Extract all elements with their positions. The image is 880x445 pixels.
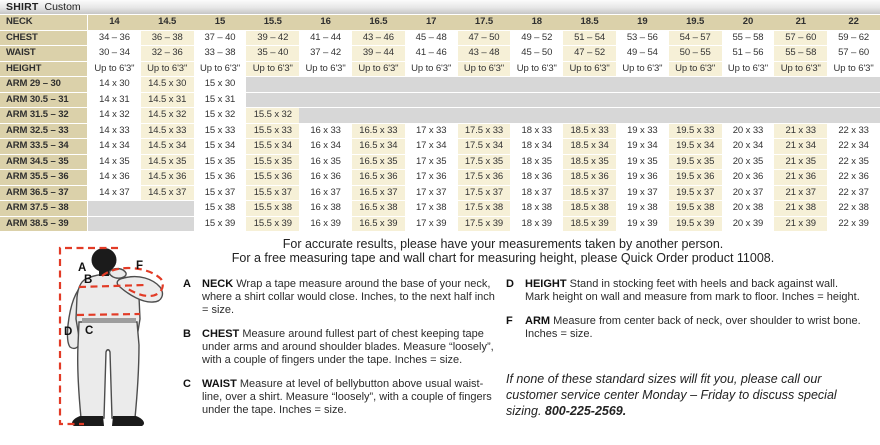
size-cell: [722, 77, 775, 93]
size-cell: 15.5 x 35: [246, 155, 299, 171]
figure-label-neck: A: [78, 262, 87, 274]
size-cell: [510, 93, 563, 109]
size-cell: Up to 6'3": [774, 62, 827, 78]
size-cell: 14 x 30: [88, 77, 141, 93]
size-cell: 18 x 38: [510, 201, 563, 217]
size-cell: 14.5 x 36: [141, 170, 194, 186]
size-cell: 50 – 55: [669, 46, 722, 62]
size-cell: 14.5 x 33: [141, 124, 194, 140]
belt-band: [82, 318, 136, 323]
row-label: WAIST: [0, 46, 88, 62]
size-cell: 17.5 x 34: [458, 139, 511, 155]
size-cell: 14.5 x 30: [141, 77, 194, 93]
neck-size-header: 17.5: [458, 15, 511, 31]
instruction-term: HEIGHT: [525, 278, 570, 290]
size-cell: 15 x 38: [194, 201, 247, 217]
size-cell: 18.5 x 39: [563, 217, 616, 233]
size-cell: 22 x 36: [827, 170, 880, 186]
size-cell: 18.5 x 33: [563, 124, 616, 140]
size-cell: 45 – 50: [510, 46, 563, 62]
size-cell: 15.5 x 39: [246, 217, 299, 233]
instruction-item: [506, 315, 862, 341]
size-cell: 17 x 36: [405, 170, 458, 186]
size-cell: 16.5 x 36: [352, 170, 405, 186]
row-label: NECK: [0, 15, 88, 31]
size-cell: [352, 77, 405, 93]
size-cell: [405, 93, 458, 109]
size-cell: [141, 217, 194, 233]
size-cell: 16.5 x 34: [352, 139, 405, 155]
size-cell: [458, 93, 511, 109]
size-cell: 17.5 x 35: [458, 155, 511, 171]
size-cell: 16 x 38: [299, 201, 352, 217]
size-cell: 20 x 36: [722, 170, 775, 186]
size-cell: Up to 6'3": [616, 62, 669, 78]
size-cell: 15.5 x 36: [246, 170, 299, 186]
instructions-right: [506, 278, 862, 352]
instruction-item: [183, 328, 498, 367]
size-cell: Up to 6'3": [405, 62, 458, 78]
table-title-bar: [0, 0, 880, 15]
size-cell: 16 x 36: [299, 170, 352, 186]
instruction-description: Measure from center back of neck, over shoulder to wrist bone. Inches = size.: [525, 315, 861, 340]
size-cell: 19 x 38: [616, 201, 669, 217]
size-cell: [774, 108, 827, 124]
size-cell: 14 x 35: [88, 155, 141, 171]
instruction-description: Measure at level of bellybutton above usual waist-line, over a shirt. Measure “loosely”, with a couple of fingers under the tape. Inches = size.: [202, 378, 492, 416]
size-cell: 19 x 39: [616, 217, 669, 233]
size-cell: 18.5 x 37: [563, 186, 616, 202]
special-sizing-note: [506, 371, 864, 419]
size-cell: [352, 93, 405, 109]
instruction-description: Wrap a tape measure around the base of your neck, where a shirt collar would close. Inches, to the next half inch = size.: [202, 278, 495, 316]
size-cell: 17.5 x 36: [458, 170, 511, 186]
size-cell: 19.5 x 33: [669, 124, 722, 140]
size-cell: [827, 93, 880, 109]
row-label: ARM 30.5 – 31: [0, 93, 88, 109]
size-cell: 15 x 35: [194, 155, 247, 171]
size-cell: 51 – 56: [722, 46, 775, 62]
size-cell: 36 – 38: [141, 31, 194, 47]
intro-line-2: For a free measuring tape and wall chart for measuring height, please Quick Order product 11008.: [231, 251, 775, 265]
figure-label-height: D: [64, 326, 73, 338]
size-cell: 16.5 x 38: [352, 201, 405, 217]
size-cell: 22 x 38: [827, 201, 880, 217]
size-cell: 19.5 x 37: [669, 186, 722, 202]
size-cell: 19 x 35: [616, 155, 669, 171]
size-cell: [510, 77, 563, 93]
person-silhouette: [67, 269, 162, 418]
row-label: ARM 35.5 – 36: [0, 170, 88, 186]
size-cell: 33 – 38: [194, 46, 247, 62]
size-cell: 19 x 34: [616, 139, 669, 155]
size-cell: 21 x 38: [774, 201, 827, 217]
size-cell: [774, 77, 827, 93]
size-cell: [405, 77, 458, 93]
size-cell: 14 x 31: [88, 93, 141, 109]
size-cell: 20 x 35: [722, 155, 775, 171]
size-cell: 22 x 35: [827, 155, 880, 171]
size-cell: [458, 108, 511, 124]
size-cell: 18 x 33: [510, 124, 563, 140]
size-cell: 17 x 39: [405, 217, 458, 233]
size-cell: 20 x 37: [722, 186, 775, 202]
size-cell: 19 x 37: [616, 186, 669, 202]
size-cell: 54 – 57: [669, 31, 722, 47]
size-cell: 22 x 37: [827, 186, 880, 202]
size-cell: Up to 6'3": [246, 62, 299, 78]
instruction-description: Stand in stocking feet with heels and back against wall. Mark height on wall and measure from mark to floor. Inches = height.: [525, 278, 860, 303]
size-cell: 14 x 36: [88, 170, 141, 186]
size-cell: 19 x 36: [616, 170, 669, 186]
row-label: ARM 33.5 – 34: [0, 139, 88, 155]
size-cell: 14.5 x 35: [141, 155, 194, 171]
size-cell: 15 x 33: [194, 124, 247, 140]
size-cell: Up to 6'3": [563, 62, 616, 78]
size-cell: 41 – 44: [299, 31, 352, 47]
neck-size-header: 21: [774, 15, 827, 31]
size-cell: 17.5 x 37: [458, 186, 511, 202]
size-cell: [827, 77, 880, 93]
size-cell: 21 x 34: [774, 139, 827, 155]
size-cell: [299, 93, 352, 109]
size-cell: 17 x 35: [405, 155, 458, 171]
size-cell: 19.5 x 38: [669, 201, 722, 217]
size-cell: 17 x 38: [405, 201, 458, 217]
neck-size-header: 15: [194, 15, 247, 31]
size-cell: 30 – 34: [88, 46, 141, 62]
size-cell: Up to 6'3": [722, 62, 775, 78]
size-cell: 14.5 x 31: [141, 93, 194, 109]
row-label: CHEST: [0, 31, 88, 47]
size-cell: 47 – 52: [563, 46, 616, 62]
size-cell: 14 x 34: [88, 139, 141, 155]
size-table: [0, 15, 880, 232]
size-cell: Up to 6'3": [458, 62, 511, 78]
size-cell: 17 x 34: [405, 139, 458, 155]
size-cell: 15.5 x 32: [246, 108, 299, 124]
size-cell: 17.5 x 38: [458, 201, 511, 217]
size-cell: 49 – 52: [510, 31, 563, 47]
size-cell: 55 – 58: [722, 31, 775, 47]
size-cell: 39 – 42: [246, 31, 299, 47]
size-cell: [88, 217, 141, 233]
size-cell: 20 x 33: [722, 124, 775, 140]
size-cell: 19 x 33: [616, 124, 669, 140]
size-cell: [299, 77, 352, 93]
size-cell: Up to 6'3": [194, 62, 247, 78]
size-cell: [299, 108, 352, 124]
size-cell: 37 – 40: [194, 31, 247, 47]
figure-label-chest: B: [84, 274, 93, 286]
neck-size-header: 14: [88, 15, 141, 31]
size-cell: 57 – 60: [827, 46, 880, 62]
size-cell: 45 – 48: [405, 31, 458, 47]
instruction-letter: B: [183, 328, 191, 340]
size-cell: [246, 93, 299, 109]
size-cell: 21 x 39: [774, 217, 827, 233]
instruction-description: Measure around fullest part of chest keeping tape under arms and around shoulder blades. Measure “loosely”, with a couple of fingers under the tape. Inches = size.: [202, 328, 494, 366]
size-cell: 21 x 37: [774, 186, 827, 202]
size-cell: 16 x 35: [299, 155, 352, 171]
size-cell: Up to 6'3": [827, 62, 880, 78]
instruction-letter: C: [183, 378, 191, 390]
size-cell: [141, 201, 194, 217]
size-cell: 15.5 x 37: [246, 186, 299, 202]
row-label: ARM 31.5 – 32: [0, 108, 88, 124]
size-cell: 14 x 32: [88, 108, 141, 124]
instruction-text: [202, 278, 498, 317]
size-cell: 17 x 33: [405, 124, 458, 140]
neck-size-header: 14.5: [141, 15, 194, 31]
row-label: HEIGHT: [0, 62, 88, 78]
figure-label-arm: F: [136, 260, 144, 272]
instruction-term: CHEST: [202, 328, 243, 340]
size-cell: [88, 201, 141, 217]
size-cell: Up to 6'3": [669, 62, 722, 78]
size-cell: 15 x 32: [194, 108, 247, 124]
size-cell: [774, 93, 827, 109]
instruction-text: [525, 278, 862, 304]
size-cell: 59 – 62: [827, 31, 880, 47]
instruction-item: [183, 378, 498, 417]
size-cell: 18.5 x 35: [563, 155, 616, 171]
neck-size-header: 16.5: [352, 15, 405, 31]
size-cell: 18.5 x 38: [563, 201, 616, 217]
size-cell: 16 x 37: [299, 186, 352, 202]
size-cell: 15 x 34: [194, 139, 247, 155]
size-cell: 22 x 39: [827, 217, 880, 233]
size-cell: 43 – 46: [352, 31, 405, 47]
size-cell: 18 x 39: [510, 217, 563, 233]
size-cell: 41 – 46: [405, 46, 458, 62]
size-cell: 21 x 36: [774, 170, 827, 186]
size-cell: 16 x 39: [299, 217, 352, 233]
size-cell: [563, 108, 616, 124]
size-cell: 15 x 39: [194, 217, 247, 233]
size-cell: 22 x 33: [827, 124, 880, 140]
size-cell: 17 x 37: [405, 186, 458, 202]
size-cell: 16.5 x 37: [352, 186, 405, 202]
size-cell: 19.5 x 36: [669, 170, 722, 186]
size-cell: 53 – 56: [616, 31, 669, 47]
size-cell: 21 x 33: [774, 124, 827, 140]
size-cell: [669, 77, 722, 93]
size-cell: 37 – 42: [299, 46, 352, 62]
size-cell: [827, 108, 880, 124]
row-label: ARM 38.5 – 39: [0, 217, 88, 233]
row-label: ARM 32.5 – 33: [0, 124, 88, 140]
size-cell: 19.5 x 35: [669, 155, 722, 171]
neck-size-header: 18: [510, 15, 563, 31]
size-cell: [563, 77, 616, 93]
table-title: SHIRT: [6, 1, 39, 13]
size-cell: 17.5 x 33: [458, 124, 511, 140]
size-cell: [616, 77, 669, 93]
size-cell: 39 – 44: [352, 46, 405, 62]
size-cell: 16 x 34: [299, 139, 352, 155]
instruction-letter: D: [506, 278, 514, 290]
size-cell: 34 – 36: [88, 31, 141, 47]
size-cell: 19.5 x 39: [669, 217, 722, 233]
size-cell: 35 – 40: [246, 46, 299, 62]
customer-service-phone: 800-225-2569.: [544, 404, 627, 418]
size-cell: 15.5 x 34: [246, 139, 299, 155]
size-cell: [246, 77, 299, 93]
row-label: ARM 36.5 – 37: [0, 186, 88, 202]
size-cell: Up to 6'3": [510, 62, 563, 78]
size-cell: 16.5 x 33: [352, 124, 405, 140]
neck-size-header: 22: [827, 15, 880, 31]
size-cell: 20 x 38: [722, 201, 775, 217]
size-cell: 15 x 31: [194, 93, 247, 109]
intro-text: [140, 237, 866, 265]
instruction-letter: A: [183, 278, 191, 290]
instruction-item: [506, 278, 862, 304]
size-cell: 14.5 x 34: [141, 139, 194, 155]
neck-size-header: 18.5: [563, 15, 616, 31]
neck-size-header: 19: [616, 15, 669, 31]
size-cell: 18.5 x 34: [563, 139, 616, 155]
size-cell: 15 x 30: [194, 77, 247, 93]
size-cell: 20 x 34: [722, 139, 775, 155]
size-cell: [352, 108, 405, 124]
row-label: ARM 29 – 30: [0, 77, 88, 93]
neck-size-header: 17: [405, 15, 458, 31]
size-cell: 14 x 33: [88, 124, 141, 140]
size-cell: 21 x 35: [774, 155, 827, 171]
size-cell: 57 – 60: [774, 31, 827, 47]
size-cell: Up to 6'3": [299, 62, 352, 78]
size-cell: 16.5 x 35: [352, 155, 405, 171]
table-subtitle: Custom: [44, 1, 81, 13]
size-cell: [510, 108, 563, 124]
size-cell: [563, 93, 616, 109]
instruction-letter: F: [506, 315, 513, 327]
instruction-text: [202, 328, 498, 367]
size-cell: 55 – 58: [774, 46, 827, 62]
instruction-text: [202, 378, 498, 417]
size-cell: [458, 77, 511, 93]
size-cell: 17.5 x 39: [458, 217, 511, 233]
size-cell: 15.5 x 38: [246, 201, 299, 217]
size-cell: 15 x 36: [194, 170, 247, 186]
instruction-term: NECK: [202, 278, 237, 290]
size-cell: [669, 93, 722, 109]
size-cell: 43 – 48: [458, 46, 511, 62]
size-cell: 18 x 34: [510, 139, 563, 155]
row-label: ARM 37.5 – 38: [0, 201, 88, 217]
size-cell: 47 – 50: [458, 31, 511, 47]
instruction-term: WAIST: [202, 378, 240, 390]
instruction-item: [183, 278, 498, 317]
instruction-text: [525, 315, 862, 341]
size-cell: [722, 93, 775, 109]
size-table-body: [0, 15, 880, 232]
measurement-figure: [0, 245, 180, 445]
size-cell: 14.5 x 37: [141, 186, 194, 202]
size-cell: 32 – 36: [141, 46, 194, 62]
special-sizing-text: If none of these standard sizes will fit you, please call our customer service center Monday – Friday to discuss special sizing.: [506, 372, 837, 418]
size-cell: [616, 93, 669, 109]
instructions-left: [183, 278, 498, 428]
size-cell: 14.5 x 32: [141, 108, 194, 124]
size-cell: 14 x 37: [88, 186, 141, 202]
size-cell: [669, 108, 722, 124]
intro-line-1: For accurate results, please have your measurements taken by another person.: [282, 237, 724, 251]
size-cell: 20 x 39: [722, 217, 775, 233]
row-label: ARM 34.5 – 35: [0, 155, 88, 171]
size-cell: [722, 108, 775, 124]
size-cell: [405, 108, 458, 124]
size-cell: 19.5 x 34: [669, 139, 722, 155]
neck-size-header: 15.5: [246, 15, 299, 31]
size-cell: 15.5 x 33: [246, 124, 299, 140]
size-cell: [616, 108, 669, 124]
size-cell: 18 x 37: [510, 186, 563, 202]
size-cell: 49 – 54: [616, 46, 669, 62]
size-cell: 51 – 54: [563, 31, 616, 47]
size-cell: 15 x 37: [194, 186, 247, 202]
size-cell: 16 x 33: [299, 124, 352, 140]
size-cell: Up to 6'3": [141, 62, 194, 78]
size-cell: 18.5 x 36: [563, 170, 616, 186]
neck-size-header: 16: [299, 15, 352, 31]
neck-size-header: 20: [722, 15, 775, 31]
size-cell: Up to 6'3": [88, 62, 141, 78]
figure-label-waist: C: [85, 325, 94, 337]
size-cell: 22 x 34: [827, 139, 880, 155]
neck-size-header: 19.5: [669, 15, 722, 31]
size-cell: 18 x 35: [510, 155, 563, 171]
size-cell: 16.5 x 39: [352, 217, 405, 233]
size-cell: 18 x 36: [510, 170, 563, 186]
size-cell: Up to 6'3": [352, 62, 405, 78]
instruction-term: ARM: [525, 315, 554, 327]
